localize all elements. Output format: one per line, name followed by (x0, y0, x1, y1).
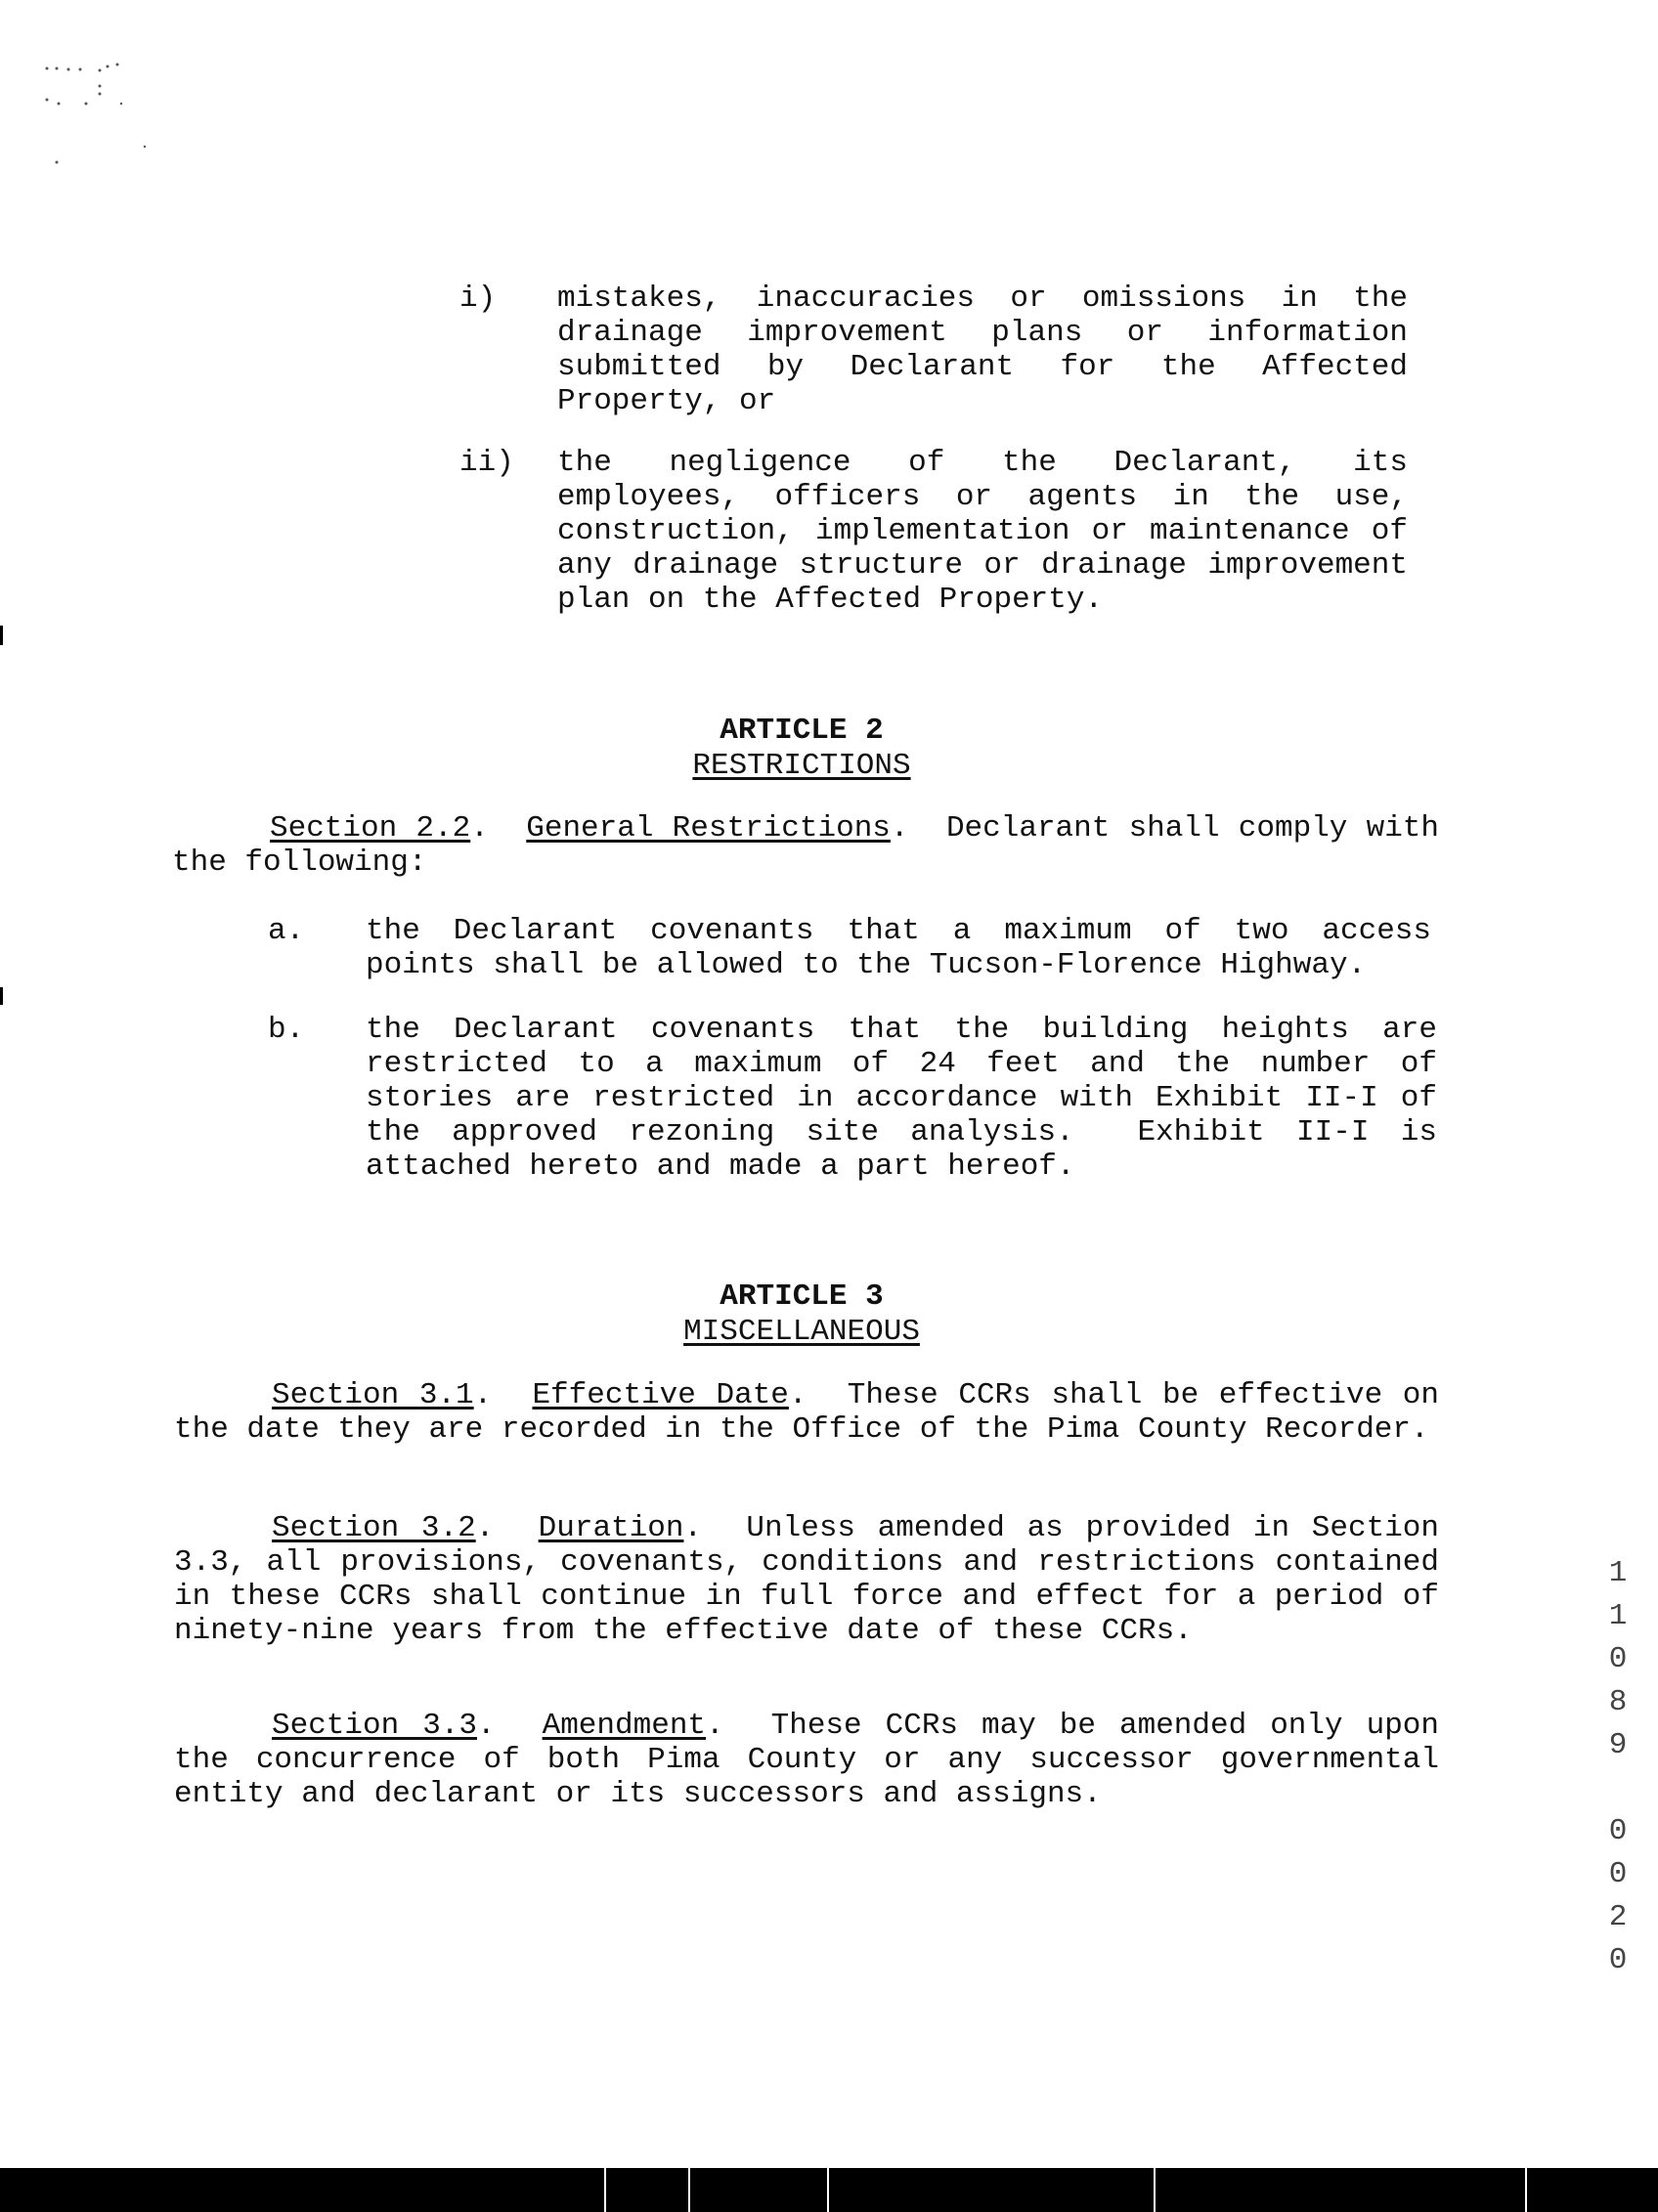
section-3-2: Section 3.2. Duration. Unless amended as provided in Section 3.3, all provisions, covenants, conditions and restrictions contained in these CCRs shall continue in full force and effect for a period of ninety-nine years from the effective date of these CCRs. (174, 1511, 1440, 1648)
section-heading: General Restrictions (526, 811, 891, 846)
item-marker: a. (268, 914, 305, 948)
section-heading: Duration (538, 1511, 684, 1545)
section-heading: Amendment (542, 1709, 707, 1743)
stamp-digit: 2 (1608, 1900, 1628, 1934)
stamp-digit: 1 (1608, 1599, 1628, 1633)
scan-artifact (39, 59, 196, 176)
stamp-digit: 9 (1608, 1728, 1628, 1762)
section-number: Section 3.1 (272, 1378, 474, 1412)
article-subtitle: MISCELLANEOUS (683, 1315, 920, 1349)
section-3-1: Section 3.1. Effective Date. These CCRs shall be effective on the date they are recorded in the Office of the Pima County Recorder. (174, 1378, 1440, 1447)
section-2-2: Section 2.2. General Restrictions. Declarant shall comply with the following: (172, 811, 1440, 880)
clause-marker: i) (459, 282, 497, 316)
clause-text: mistakes, inaccuracies or omissions in the drainage improvement plans or information submitted by Declarant for the Affected Property, or (557, 282, 1408, 418)
section-number: Section 3.3 (272, 1709, 478, 1743)
stamp-digit: 0 (1608, 1642, 1628, 1676)
section-3-3: Section 3.3. Amendment. These CCRs may be amended only upon the concurrence of both Pima County or any successor governmental entity and declarant or its successors and assigns. (174, 1709, 1439, 1811)
stamp-digit: 8 (1608, 1685, 1628, 1719)
section-number: Section 3.2 (272, 1511, 476, 1545)
clause-marker: ii) (459, 446, 514, 480)
section-text: Declarant shall comply with the following: (172, 811, 1440, 880)
article-2-heading (0, 714, 1603, 784)
recording-stamp (1603, 1552, 1633, 1982)
section-text: These CCRs may be amended only upon the concurrence of both Pima County or any successor governmental entity and declarant or its successors and assigns. (174, 1709, 1439, 1811)
article-3-heading (0, 1279, 1603, 1350)
section-number: Section 2.2 (270, 811, 471, 846)
clause-text: the negligence of the Declarant, its employees, officers or agents in the use, construction, implementation or maintenance of any drainage structure or drainage improvement plan on the Affected Property. (557, 446, 1408, 617)
article-title: ARTICLE 2 (720, 714, 884, 748)
stamp-digit: 0 (1608, 1814, 1628, 1848)
item-text: the Declarant covenants that a maximum of two access points shall be allowed to the Tucson-Florence Highway. (366, 914, 1431, 982)
scan-artifact (0, 626, 3, 645)
item-marker: b. (268, 1013, 305, 1047)
section-text: Unless amended as provided in Section 3.3, all provisions, covenants, conditions and restrictions contained in these CCRs shall continue in full force and effect for a period of ninety-nine years from the effective date of these CCRs. (174, 1511, 1440, 1648)
scan-bottom-bar (0, 2168, 1658, 2212)
stamp-digit: 1 (1608, 1556, 1628, 1590)
section-text: These CCRs shall be effective on the date they are recorded in the Office of the Pima County Recorder. (174, 1378, 1440, 1447)
article-title: ARTICLE 3 (720, 1279, 884, 1314)
stamp-digit: 0 (1608, 1943, 1628, 1977)
section-heading: Effective Date (532, 1378, 789, 1412)
item-text: the Declarant covenants that the building heights are restricted to a maximum of 24 feet and the number of stories are restricted in accordance with Exhibit II-I of the approved rezoning site analysis. Exhibit II-I is attached hereto and made a part hereof. (366, 1013, 1456, 1184)
article-subtitle: RESTRICTIONS (692, 749, 911, 783)
scan-artifact (0, 987, 3, 1005)
stamp-digit: 0 (1608, 1857, 1628, 1891)
